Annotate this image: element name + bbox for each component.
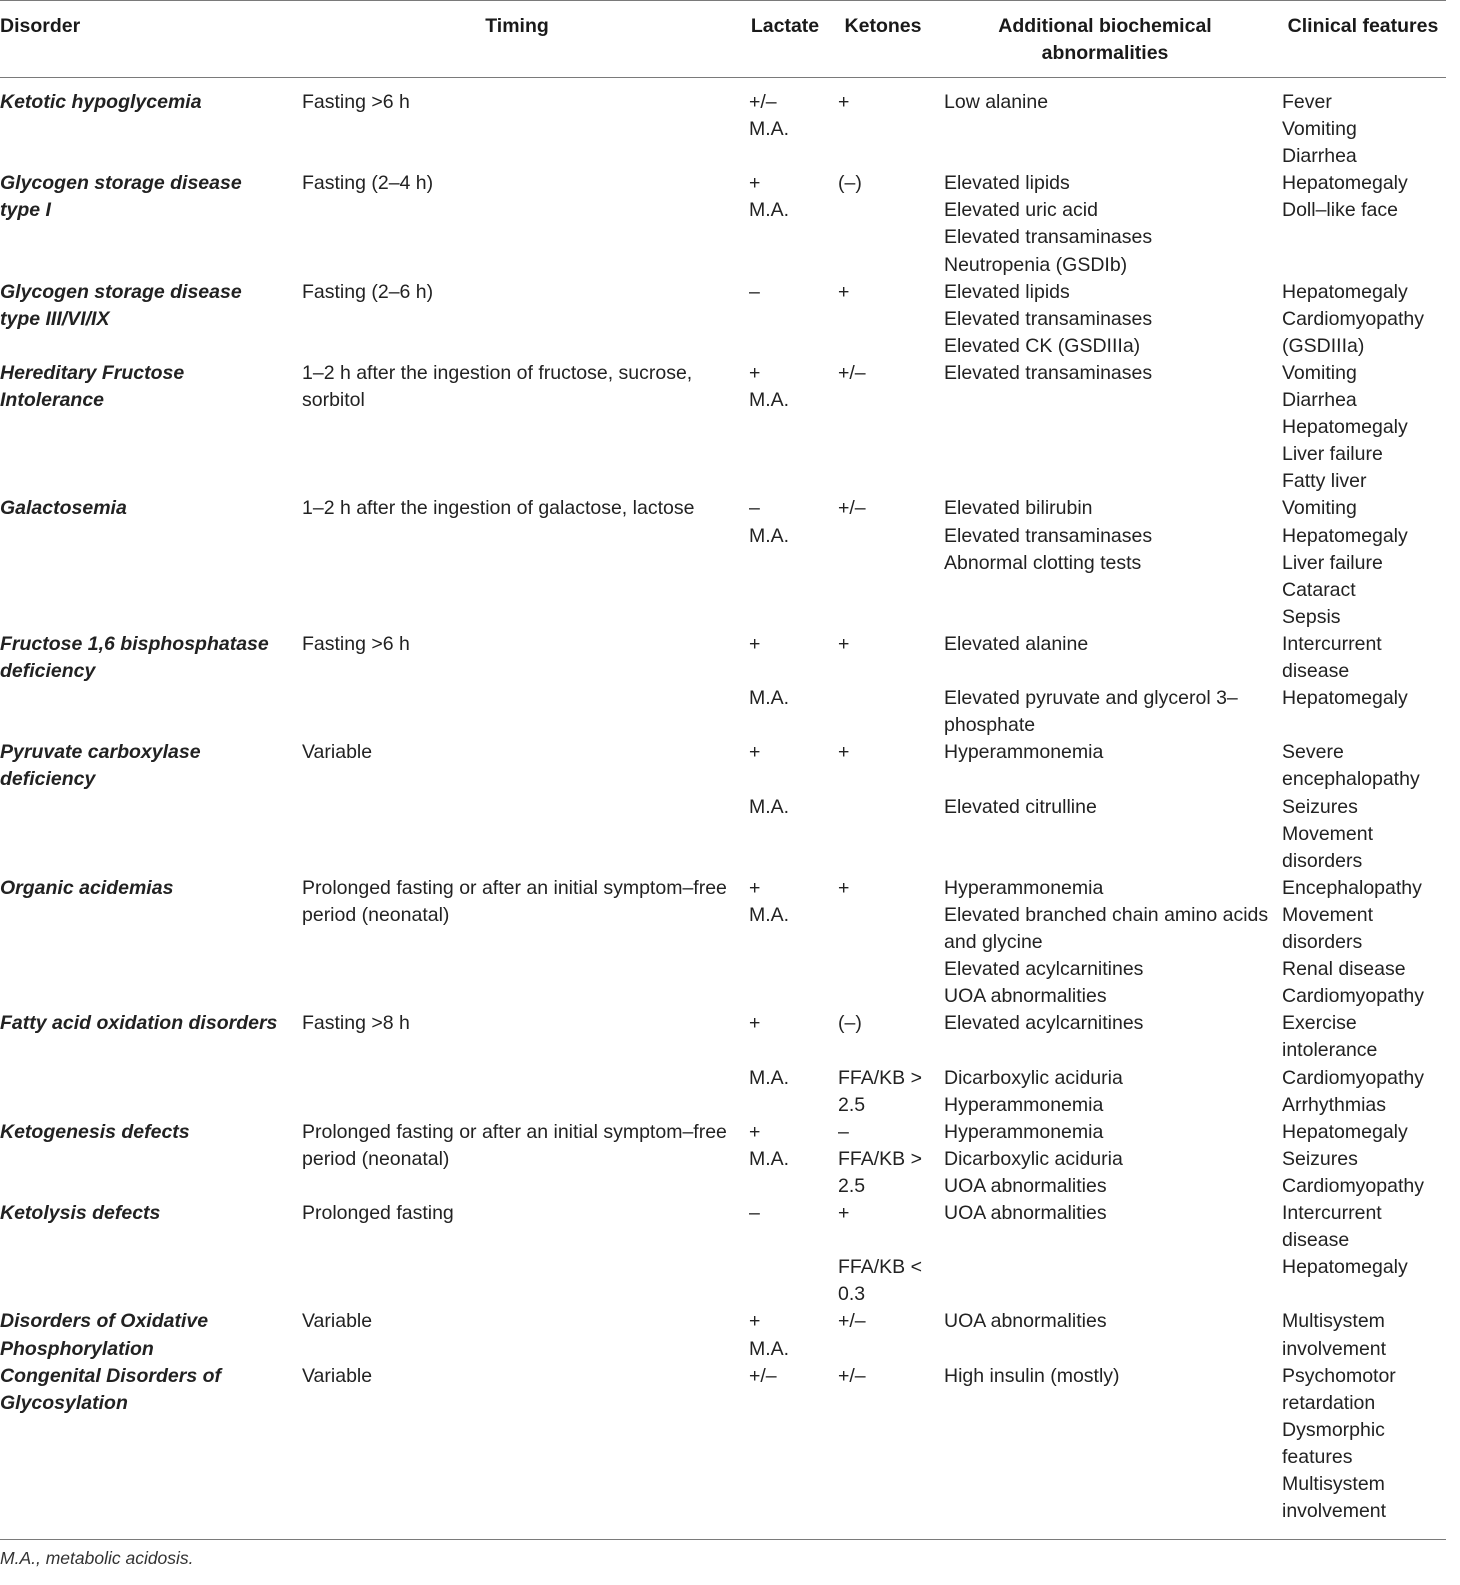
cell-clinical-features-line: retardation (1282, 1391, 1376, 1414)
cell-lactate-line: M.A. (749, 795, 790, 818)
cell-timing-line: Prolonged fasting or after an initial symptom–free (302, 1120, 727, 1143)
cell-disorder-line: Glycosylation (0, 1391, 128, 1414)
cell-disorder-line: Intolerance (0, 389, 105, 412)
cell-ketones (838, 360, 932, 387)
header-disorder: Disorder (0, 15, 81, 37)
cell-additional-biochemical-line: Elevated CK (GSDIIIa) (944, 334, 1141, 357)
cell-additional-biochemical-line: Elevated lipids (944, 280, 1070, 303)
table-top-rule (0, 0, 1446, 1)
cell-ketones-line (838, 1037, 932, 1064)
cell-lactate (749, 170, 829, 224)
cell-clinical-features-line: involvement (1282, 1500, 1387, 1523)
cell-disorder-line: Fructose 1,6 bisphosphatase (0, 632, 269, 655)
cell-clinical-features-line: Severe (1282, 741, 1344, 764)
cell-clinical-features-line: Vomiting (1282, 118, 1357, 141)
cell-additional-biochemical-line: phosphate (944, 714, 1036, 737)
cell-ketones-line: +/– (838, 1310, 866, 1333)
cell-clinical-features-line: Cardiomyopathy (1282, 307, 1424, 330)
cell-lactate (749, 1119, 829, 1173)
cell-clinical-features (1282, 360, 1446, 495)
cell-timing-line: Fasting (2–6 h) (302, 280, 434, 303)
cell-clinical-features-line: encephalopathy (1282, 768, 1420, 791)
cell-additional-biochemical (944, 495, 1274, 576)
cell-additional-biochemical-line: Low alanine (944, 91, 1049, 113)
cell-lactate (749, 360, 829, 414)
cell-additional-biochemical-line: Neutropenia (GSDIb) (944, 253, 1128, 276)
cell-clinical-features-line: Multisystem (1282, 1473, 1385, 1496)
cell-clinical-features (1282, 739, 1446, 874)
table-row (0, 279, 1446, 360)
cell-timing-line: 1–2 h after the ingestion of fructose, sucrose, (302, 361, 693, 384)
cell-clinical-features-line: Liver failure (1282, 551, 1383, 574)
cell-lactate-line: + (749, 741, 761, 764)
cell-timing (302, 1010, 732, 1037)
cell-ketones (838, 495, 932, 522)
table-header-rule (0, 77, 1446, 78)
table-row (0, 631, 1446, 739)
cell-lactate-line: – (749, 280, 760, 303)
cell-clinical-features-line: Cardiomyopathy (1282, 1174, 1424, 1197)
cell-clinical-features (1282, 1308, 1446, 1362)
cell-additional-biochemical-line: Elevated branched chain amino acids (944, 903, 1269, 926)
cell-additional-biochemical (944, 89, 1274, 116)
cell-additional-biochemical-line: Elevated transaminases (944, 226, 1153, 249)
cell-additional-biochemical-line: Elevated transaminases (944, 361, 1153, 384)
cell-timing (302, 739, 732, 766)
cell-additional-biochemical (944, 1119, 1274, 1200)
cell-clinical-features-line: Seizures (1282, 795, 1358, 818)
cell-timing (302, 1363, 732, 1390)
cell-additional-biochemical (944, 360, 1274, 387)
table-row (0, 360, 1446, 496)
cell-clinical-features-line: involvement (1282, 1337, 1387, 1360)
cell-disorder (0, 631, 290, 685)
cell-additional-biochemical-line: UOA abnormalities (944, 1310, 1107, 1333)
cell-timing-line: period (neonatal) (302, 903, 450, 926)
cell-ketones-line: FFA/KB < (838, 1256, 922, 1279)
cell-clinical-features-line: Multisystem (1282, 1310, 1385, 1333)
cell-clinical-features-line: Exercise (1282, 1012, 1357, 1035)
cell-timing (302, 170, 732, 197)
cell-clinical-features-line: Liver failure (1282, 443, 1383, 466)
cell-ketones-line: + (838, 632, 850, 655)
cell-disorder-line: Fatty acid oxidation disorders (0, 1012, 278, 1035)
header-lactate: Lactate (750, 15, 820, 37)
cell-timing (302, 1200, 732, 1227)
cell-disorder (0, 360, 290, 414)
cell-disorder-line: Phosphorylation (0, 1337, 154, 1360)
cell-lactate-line: + (749, 632, 761, 655)
cell-ketones-line: +/– (838, 361, 866, 384)
cell-clinical-features-line: Vomiting (1282, 361, 1357, 384)
cell-ketones-line: + (838, 876, 850, 899)
cell-lactate-line: M.A. (749, 687, 790, 710)
table-row (0, 89, 1446, 170)
cell-timing-line: Prolonged fasting or after an initial symptom–free (302, 876, 727, 899)
cell-clinical-features-line: (GSDIIIa) (1282, 334, 1365, 357)
cell-timing-line: Fasting >6 h (302, 632, 410, 655)
cell-lactate (749, 495, 829, 549)
cell-lactate (749, 631, 829, 712)
cell-disorder-line: Hereditary Fructose (0, 361, 185, 384)
cell-ketones-line: FFA/KB > (838, 1147, 922, 1170)
cell-additional-biochemical-line: Elevated transaminases (944, 307, 1153, 330)
cell-clinical-features (1282, 631, 1446, 712)
cell-lactate-line: M.A. (749, 389, 790, 412)
cell-clinical-features-line: disorders (1282, 849, 1363, 872)
cell-clinical-features-line: Hepatomegaly (1282, 1256, 1408, 1279)
cell-timing (302, 279, 732, 306)
cell-lactate-line: +/– (749, 1364, 777, 1387)
cell-timing-line: Prolonged fasting (302, 1202, 454, 1225)
cell-ketones-line: + (838, 741, 850, 764)
cell-clinical-features-line: Movement (1282, 822, 1374, 845)
cell-additional-biochemical (944, 739, 1274, 820)
cell-clinical-features (1282, 89, 1446, 170)
cell-additional-biochemical-line: Hyperammonemia (944, 876, 1104, 899)
cell-ketones (838, 89, 932, 116)
cell-ketones (838, 1363, 932, 1390)
cell-additional-biochemical-line: Abnormal clotting tests (944, 551, 1142, 574)
cell-disorder-line: deficiency (0, 660, 96, 683)
header-additional-line: abnormalities (1041, 42, 1169, 64)
cell-additional-biochemical-line: Elevated alanine (944, 632, 1089, 655)
cell-ketones (838, 1200, 932, 1308)
cell-additional-biochemical-line: Elevated lipids (944, 172, 1070, 195)
cell-additional-biochemical (944, 1308, 1274, 1335)
cell-disorder (0, 1363, 290, 1417)
cell-lactate-line (749, 766, 829, 793)
cell-clinical-features-line: Diarrhea (1282, 389, 1357, 412)
cell-clinical-features-line: Hepatomegaly (1282, 172, 1408, 195)
cell-lactate (749, 875, 829, 929)
cell-clinical-features-line: intolerance (1282, 1039, 1378, 1062)
cell-lactate-line: + (749, 876, 761, 899)
cell-disorder-line: type I (0, 199, 51, 222)
cell-disorder-line: Galactosemia (0, 497, 127, 520)
cell-ketones-line: + (838, 91, 850, 113)
table-row (0, 739, 1446, 875)
header-additional-biochemical (944, 13, 1266, 67)
table-row (0, 1119, 1446, 1200)
cell-clinical-features-line: disorders (1282, 931, 1363, 954)
table-row (0, 1363, 1446, 1526)
cell-additional-biochemical-line: UOA abnormalities (944, 985, 1107, 1008)
cell-ketones-line (838, 1227, 932, 1254)
cell-timing-line: sorbitol (302, 389, 365, 412)
cell-clinical-features-line: Hepatomegaly (1282, 1120, 1408, 1143)
cell-clinical-features-line: disease (1282, 1229, 1350, 1252)
cell-ketones-line: 2.5 (838, 1093, 866, 1116)
cell-ketones (838, 1308, 932, 1335)
cell-lactate-line: +/– (749, 91, 777, 113)
cell-timing-line: 1–2 h after the ingestion of galactose, lactose (302, 497, 695, 520)
table-row (0, 875, 1446, 1011)
cell-timing-line: Variable (302, 1364, 373, 1387)
cell-lactate-line: – (749, 1202, 760, 1225)
cell-additional-biochemical-line: Elevated pyruvate and glycerol 3– (944, 687, 1238, 710)
cell-timing (302, 1308, 732, 1335)
cell-additional-biochemical-line: UOA abnormalities (944, 1174, 1107, 1197)
cell-additional-biochemical-line: High insulin (mostly) (944, 1364, 1120, 1387)
cell-lactate (749, 739, 829, 820)
cell-ketones-line: 2.5 (838, 1174, 866, 1197)
cell-disorder (0, 279, 290, 333)
cell-additional-biochemical (944, 1200, 1274, 1227)
table-row (0, 1010, 1446, 1118)
cell-disorder-line: Disorders of Oxidative (0, 1310, 209, 1333)
table-row (0, 1200, 1446, 1308)
cell-clinical-features-line: Movement (1282, 903, 1374, 926)
cell-disorder (0, 89, 290, 116)
table-bottom-rule (0, 1539, 1446, 1540)
cell-additional-biochemical-line: Elevated bilirubin (944, 497, 1093, 520)
table-row (0, 1308, 1446, 1362)
cell-additional-biochemical-line: Elevated uric acid (944, 199, 1098, 222)
cell-lactate-line: M.A. (749, 524, 790, 547)
cell-ketones (838, 279, 932, 306)
cell-disorder-line: Ketolysis defects (0, 1202, 161, 1225)
cell-additional-biochemical-line (944, 766, 1274, 793)
cell-additional-biochemical-line (944, 658, 1274, 685)
cell-timing-line: Variable (302, 741, 373, 764)
cell-clinical-features (1282, 495, 1446, 630)
cell-lactate (749, 1308, 829, 1362)
cell-clinical-features-line: Renal disease (1282, 958, 1406, 981)
cell-ketones (838, 631, 932, 658)
cell-disorder-line: Glycogen storage disease (0, 172, 242, 195)
cell-clinical-features-line: disease (1282, 660, 1350, 683)
table-row (0, 170, 1446, 278)
cell-lactate-line: M.A. (749, 1066, 790, 1089)
cell-disorder-line: type III/VI/IX (0, 307, 110, 330)
cell-clinical-features-line: Hepatomegaly (1282, 416, 1408, 439)
cell-clinical-features-line: Dysmorphic (1282, 1418, 1385, 1441)
cell-clinical-features (1282, 1119, 1446, 1200)
cell-ketones-line: (–) (838, 1012, 862, 1035)
cell-clinical-features-line: Vomiting (1282, 497, 1357, 520)
cell-disorder (0, 739, 290, 793)
cell-disorder-line: Organic acidemias (0, 876, 174, 899)
cell-timing (302, 360, 732, 414)
cell-lactate (749, 1010, 829, 1091)
cell-disorder-line: Pyruvate carboxylase (0, 741, 201, 764)
cell-ketones-line: + (838, 1202, 850, 1225)
cell-timing-line: period (neonatal) (302, 1147, 450, 1170)
cell-timing (302, 89, 732, 116)
cell-lactate (749, 1200, 829, 1227)
cell-lactate-line (749, 1037, 829, 1064)
cell-ketones-line: (–) (838, 172, 862, 195)
cell-lactate-line: + (749, 1012, 761, 1035)
cell-clinical-features-line: Cardiomyopathy (1282, 1066, 1424, 1089)
cell-clinical-features-line: Hepatomegaly (1282, 687, 1408, 710)
cell-lactate-line: M.A. (749, 1147, 790, 1170)
cell-clinical-features-line: Hepatomegaly (1282, 524, 1408, 547)
cell-additional-biochemical-line: Dicarboxylic aciduria (944, 1066, 1123, 1089)
cell-additional-biochemical (944, 875, 1274, 1010)
header-ketones: Ketones (844, 15, 922, 37)
cell-clinical-features-line: Intercurrent (1282, 632, 1382, 655)
cell-timing (302, 631, 732, 658)
cell-clinical-features (1282, 875, 1446, 1010)
cell-clinical-features-line: Arrhythmias (1282, 1093, 1387, 1116)
cell-ketones (838, 1119, 932, 1200)
cell-ketones-line: +/– (838, 1364, 866, 1387)
cell-timing-line: Fasting (2–4 h) (302, 172, 434, 195)
header-additional-line: Additional biochemical (998, 15, 1212, 37)
cell-disorder (0, 170, 290, 224)
cell-lactate-line: M.A. (749, 1337, 790, 1360)
cell-disorder-line: Ketotic hypoglycemia (0, 91, 202, 113)
cell-additional-biochemical-line: Elevated acylcarnitines (944, 958, 1144, 981)
cell-ketones-line: +/– (838, 497, 866, 520)
cell-lactate-line: M.A. (749, 903, 790, 926)
cell-clinical-features-line: features (1282, 1445, 1353, 1468)
cell-disorder-line: deficiency (0, 768, 96, 791)
cell-ketones (838, 170, 932, 197)
cell-lactate-line: – (749, 497, 760, 520)
cell-additional-biochemical (944, 631, 1274, 739)
cell-lactate (749, 89, 829, 143)
cell-additional-biochemical (944, 1363, 1274, 1390)
cell-additional-biochemical-line: and glycine (944, 931, 1043, 954)
cell-additional-biochemical-line: UOA abnormalities (944, 1202, 1107, 1225)
cell-clinical-features (1282, 1363, 1446, 1526)
cell-disorder-line: Ketogenesis defects (0, 1120, 190, 1143)
cell-timing (302, 875, 732, 929)
cell-additional-biochemical (944, 1010, 1274, 1118)
cell-ketones (838, 739, 932, 766)
cell-clinical-features (1282, 279, 1446, 360)
cell-clinical-features-line: Cardiomyopathy (1282, 985, 1424, 1008)
cell-clinical-features-line: Cataract (1282, 578, 1356, 601)
cell-disorder (0, 1010, 290, 1037)
table-header (0, 13, 1446, 77)
cell-ketones-line: FFA/KB > (838, 1066, 922, 1089)
cell-lactate (749, 1363, 829, 1390)
cell-clinical-features-line: Psychomotor (1282, 1364, 1396, 1387)
cell-timing (302, 1119, 732, 1173)
cell-timing (302, 495, 732, 522)
cell-lactate-line: + (749, 172, 761, 195)
header-timing: Timing (485, 15, 549, 37)
cell-lactate-line: M.A. (749, 199, 790, 222)
cell-clinical-features-line: Hepatomegaly (1282, 280, 1408, 303)
cell-timing-line: Variable (302, 1310, 373, 1333)
cell-clinical-features-line: Doll–like face (1282, 199, 1398, 222)
cell-additional-biochemical-line: Elevated citrulline (944, 795, 1097, 818)
cell-additional-biochemical-line: Dicarboxylic aciduria (944, 1147, 1123, 1170)
cell-disorder (0, 1119, 290, 1146)
cell-lactate-line: M.A. (749, 118, 790, 141)
cell-clinical-features (1282, 170, 1446, 224)
cell-clinical-features-line: Fever (1282, 91, 1332, 113)
cell-disorder (0, 495, 290, 522)
cell-additional-biochemical-line: Elevated acylcarnitines (944, 1012, 1144, 1035)
table-row (0, 495, 1446, 631)
cell-timing-line: Fasting >8 h (302, 1012, 410, 1035)
cell-ketones (838, 875, 932, 902)
cell-lactate-line: + (749, 1310, 761, 1333)
cell-clinical-features-line: Encephalopathy (1282, 876, 1422, 899)
cell-disorder (0, 1200, 290, 1227)
cell-ketones-line: – (838, 1120, 849, 1143)
cell-additional-biochemical-line (944, 1037, 1274, 1064)
table-body (0, 89, 1446, 1525)
cell-clinical-features-line: Seizures (1282, 1147, 1358, 1170)
cell-ketones-line: 0.3 (838, 1283, 866, 1306)
cell-lactate-line (749, 658, 829, 685)
cell-additional-biochemical (944, 170, 1274, 278)
cell-additional-biochemical-line: Hyperammonemia (944, 1120, 1104, 1143)
cell-lactate (749, 279, 829, 306)
cell-additional-biochemical-line: Hyperammonemia (944, 1093, 1104, 1116)
cell-clinical-features-line: Sepsis (1282, 605, 1341, 628)
cell-ketones (838, 1010, 932, 1118)
cell-disorder (0, 1308, 290, 1362)
cell-additional-biochemical (944, 279, 1274, 360)
cell-clinical-features (1282, 1200, 1446, 1281)
header-clinical-features: Clinical features (1287, 15, 1439, 37)
cell-additional-biochemical-line: Elevated transaminases (944, 524, 1153, 547)
cell-disorder-line: Glycogen storage disease (0, 280, 242, 303)
table-footnote: M.A., metabolic acidosis. (0, 1548, 194, 1568)
cell-clinical-features-line: Intercurrent (1282, 1202, 1382, 1225)
cell-disorder-line: Congenital Disorders of (0, 1364, 222, 1387)
cell-lactate-line: + (749, 1120, 761, 1143)
cell-clinical-features-line: Fatty liver (1282, 470, 1367, 493)
cell-disorder (0, 875, 290, 902)
cell-additional-biochemical-line: Hyperammonemia (944, 741, 1104, 764)
cell-clinical-features-line: Diarrhea (1282, 145, 1357, 168)
cell-clinical-features (1282, 1010, 1446, 1118)
cell-lactate-line: + (749, 361, 761, 384)
cell-ketones-line: + (838, 280, 850, 303)
cell-timing-line: Fasting >6 h (302, 91, 410, 113)
